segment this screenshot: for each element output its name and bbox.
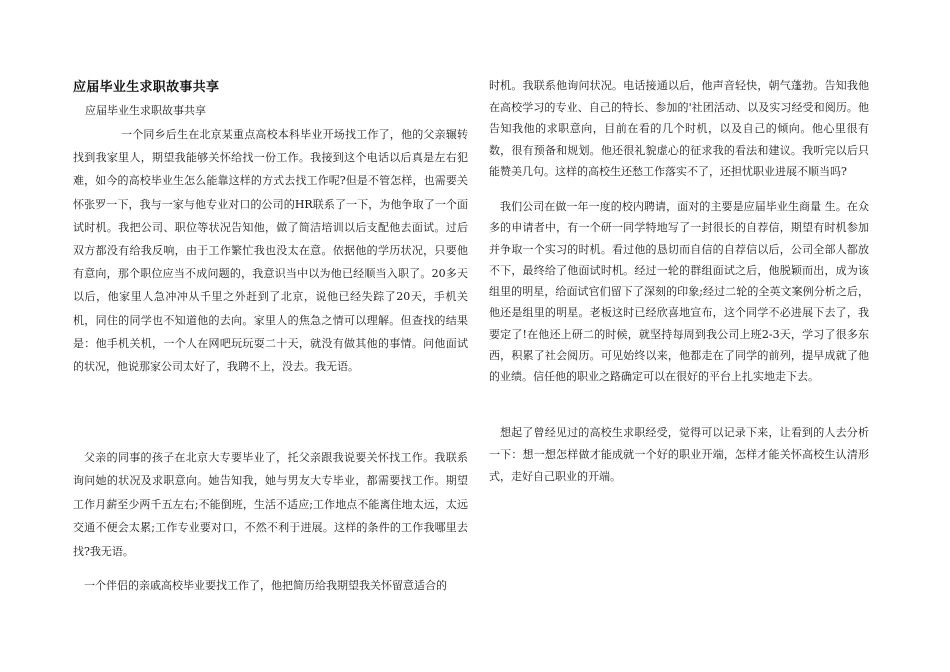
paragraph-friend-relative-continued: 时机。我联系他询问状况。电话接通以后，他声音轻快，朝气蓬勃。告知我他在高校学习的专业、自己的特长、参加的'社团活动、以及实习经受和阅历。他告知我他的求职意向，目前在看的几个时机，以及自己的倾向。他心里很有数，很有预备和规划。他还很礼貌虚心的征求我的看法和建议。我听完以后只能赞美几句。这样的高校生还愁工作落实不了，还担忧职业进展不顺当吗? [489,79,869,178]
document-title: 应届毕业生求职故事共享 [73,80,220,95]
paragraph-colleague-child: 父亲的同事的孩子在北京大专要毕业了，托父亲跟我说要关怀找工作。我联系询问她的状况及求职意向。她告知我，她与男友大专毕业，都需要找工作。期望工作月薪至少两千五左右;不能倒班，生活不适应;工作地点不能离住地太远，太远交通不便会太累;工作专业要对口，不然不利于进展。这样的条件的工作我哪里去找?我无语。 [73,451,468,558]
paragraph-hometown-graduate: 一个同乡后生在北京某重点高校本科毕业开场找工作了，他的父亲辗转找到我家里人，期望我能够关怀给找一份工作。我接到这个电话以后真是左右犯难，如今的高校毕业生怎么能靠这样的方式去找工作呢?但是不管怎样，也需要关怀张罗一下，我与一家与他专业对口的公司的HR联系了一下，为他争取了一个面试时机。我把公司、职位等状况告知他，做了简洁培训以后支配他去面试。过后双方都没有给我反响，由于工作繁忙我也没太在意。依据他的学历状况，只要他有意向，那个职位应当不成问题的，我意识当中以为他已经顺当入职了。20多天以后，他家里人急冲冲从千里之外赶到了北京，说他已经失踪了20天，手机关机，同住的同学也不知道他的去向。家里人的焦急之情可以理解。但查找的结果是：他手机关机，一个人在网吧玩玩耍二十天，就没有做其他的事情。问他面试的状况，他说那家公司太好了，我聘不上，没去。我无语。 [73,128,468,374]
paragraph-campus-recruitment: 我们公司在做一年一度的校内聘请，面对的主要是应届毕业生商量 生。在众多的申请者中，有一个研一同学特地写了一封很长的自荐信，期望有时机参加并争取一个实习的时机。看过他的恳切而自信的自荐信以后，公司全部人都放不下，最终给了他面试时机。经过一轮的群组面试之后，他脱颖而出，成为该组里的明星，给面试官们留下了深刻的印象;经过二轮的全英文案例分析之后，他还是组里的明星。老板这时已经欣喜地宣布，这个同学不必进展下去了，我要定了!在他还上研二的时候，就坚持每周到我公司上班2-3天，学习了很多东西，积累了社会阅历。可见始终以来，他都走在了同学的前列，提早成就了他的业绩。信任他的职业之路确定可以在很好的平台上扎实地走下去。 [489,200,869,384]
paragraph-conclusion: 想起了曾经见过的高校生求职经受，觉得可以记录下来，让看到的人去分析一下：想一想怎样做才能成就一个好的职业开端，怎样才能关怀高校生认清形式，走好自己职业的开端。 [489,426,869,483]
document-subtitle: 应届毕业生求职故事共享 [85,104,206,117]
paragraph-friend-relative-start: 一个伴侣的亲戚高校毕业要找工作了，他把简历给我期望我关怀留意适合的 [84,579,447,592]
